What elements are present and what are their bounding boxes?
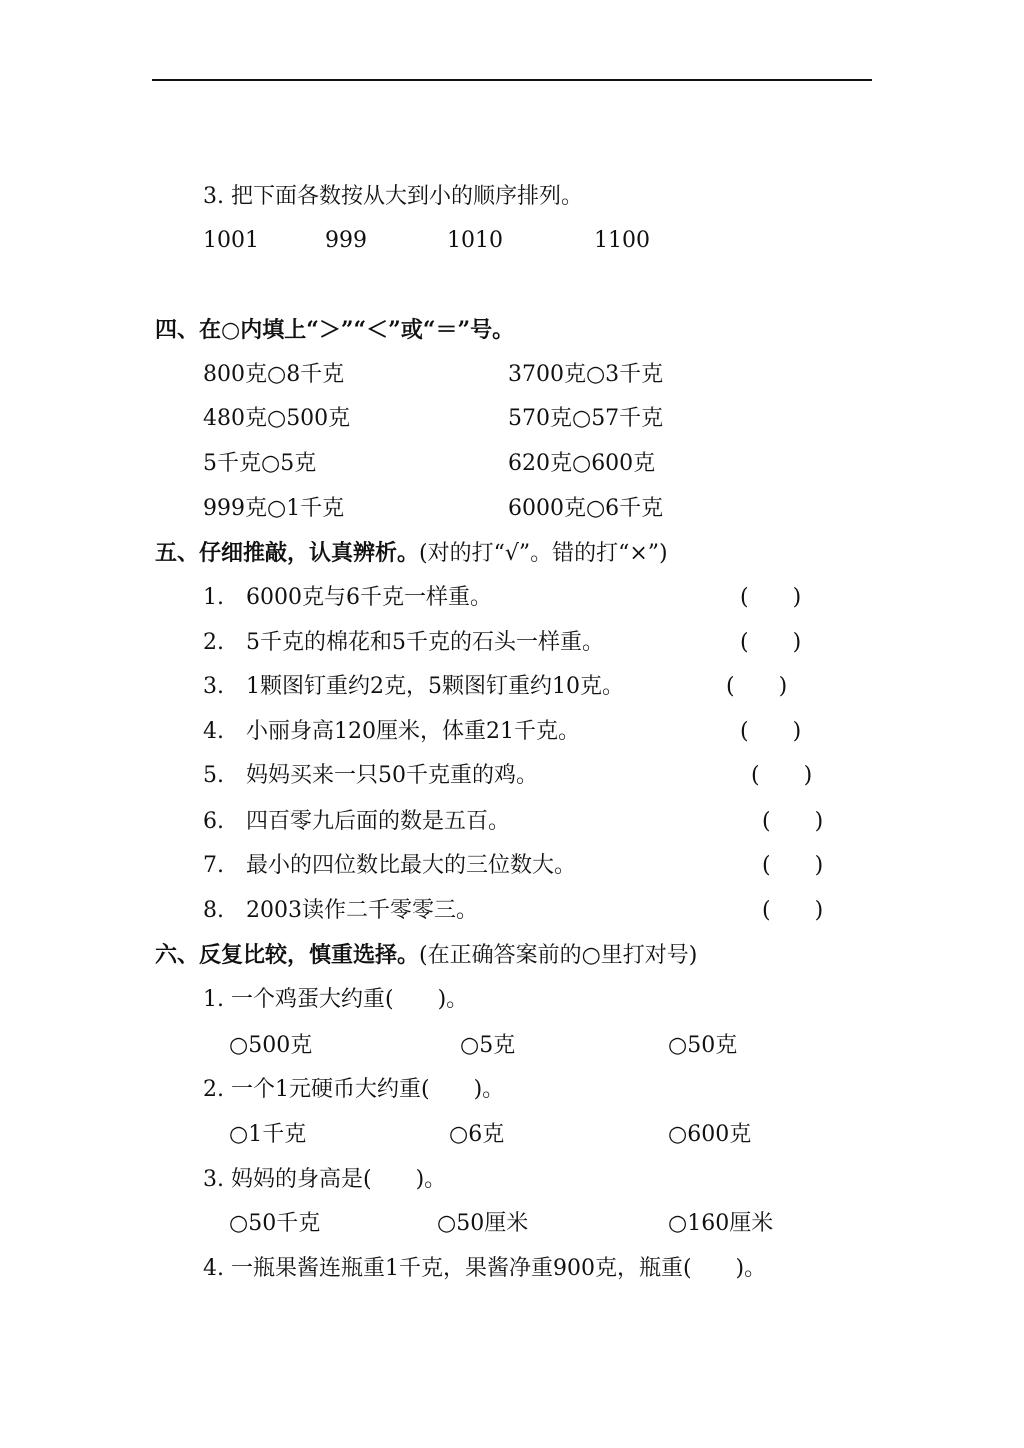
section-6-note: (在正确答案前的○里打对号) (419, 943, 698, 968)
s5-item-2: 2. 5千克的棉花和5千克的石头一样重。 (203, 630, 604, 655)
header-rule (152, 79, 872, 81)
s6-q3-option-b[interactable]: ○50厘米 (437, 1211, 529, 1236)
answer-blank-3[interactable]: ( ) (726, 674, 788, 699)
s6-q2-option-b[interactable]: ○6克 (449, 1122, 505, 1147)
s6-q1-option-b[interactable]: ○5克 (460, 1033, 516, 1058)
answer-blank-6[interactable]: ( ) (762, 809, 824, 834)
s5-item-1: 1. 6000克与6千克一样重。 (203, 585, 492, 610)
s5-item-6: 6. 四百零九后面的数是五百。 (203, 809, 510, 834)
s5-item-4: 4. 小丽身高120厘米，体重21千克。 (203, 719, 580, 744)
s4-item-1: 800克○8千克 (203, 362, 345, 387)
s4-item-5: 5千克○5克 (203, 451, 317, 476)
section-5-heading: 五、仔细推敲，认真辨析。 (155, 540, 420, 566)
s6-question-1: 1. 一个鸡蛋大约重( )。 (203, 987, 469, 1012)
s6-question-3: 3. 妈妈的身高是( )。 (203, 1167, 447, 1192)
section-5-note: (对的打“√”。错的打“×”) (419, 541, 668, 566)
answer-blank-5[interactable]: ( ) (751, 763, 813, 788)
s4-item-7: 999克○1千克 (203, 496, 345, 521)
q3-number-3: 1010 (447, 228, 503, 253)
s5-item-5: 5. 妈妈买来一只50千克重的鸡。 (203, 763, 538, 788)
answer-blank-8[interactable]: ( ) (762, 898, 824, 923)
q3-number-1: 1001 (203, 228, 259, 253)
q3-number-4: 1100 (594, 228, 650, 253)
s4-item-2: 3700克○3千克 (508, 362, 664, 387)
section-5-title (155, 539, 668, 568)
s5-item-8: 8. 2003读作二千零零三。 (203, 898, 478, 923)
s4-item-6: 620克○600克 (508, 451, 656, 476)
answer-blank-1[interactable]: ( ) (740, 585, 802, 610)
s6-q3-option-c[interactable]: ○160厘米 (668, 1211, 774, 1236)
s4-item-4: 570克○57千克 (508, 406, 664, 431)
s4-item-3: 480克○500克 (203, 406, 351, 431)
s5-item-7: 7. 最小的四位数比最大的三位数大。 (203, 853, 576, 878)
answer-blank-4[interactable]: ( ) (740, 719, 802, 744)
answer-blank-2[interactable]: ( ) (740, 630, 802, 655)
q3-number-2: 999 (325, 228, 367, 253)
section-6-heading: 六、反复比较，慎重选择。 (155, 942, 420, 968)
s4-item-8: 6000克○6千克 (508, 496, 664, 521)
section-6-title (155, 941, 697, 970)
s6-q1-option-c[interactable]: ○50克 (668, 1033, 738, 1058)
s6-q1-option-a[interactable]: ○500克 (229, 1033, 313, 1058)
s6-question-4: 4. 一瓶果酱连瓶重1千克，果酱净重900克，瓶重( )。 (203, 1256, 767, 1281)
q3-title: 3. 把下面各数按从大到小的顺序排列。 (203, 184, 583, 209)
answer-blank-7[interactable]: ( ) (762, 853, 824, 878)
s6-q2-option-c[interactable]: ○600克 (668, 1122, 752, 1147)
s6-q3-option-a[interactable]: ○50千克 (229, 1211, 321, 1236)
s6-q2-option-a[interactable]: ○1千克 (229, 1122, 307, 1147)
s5-item-3: 3. 1颗图钉重约2克，5颗图钉重约10克。 (203, 674, 624, 699)
s6-question-2: 2. 一个1元硬币大约重( )。 (203, 1077, 505, 1102)
section-4-title: 四、在○内填上“＞”“＜”或“＝”号。 (155, 317, 515, 343)
